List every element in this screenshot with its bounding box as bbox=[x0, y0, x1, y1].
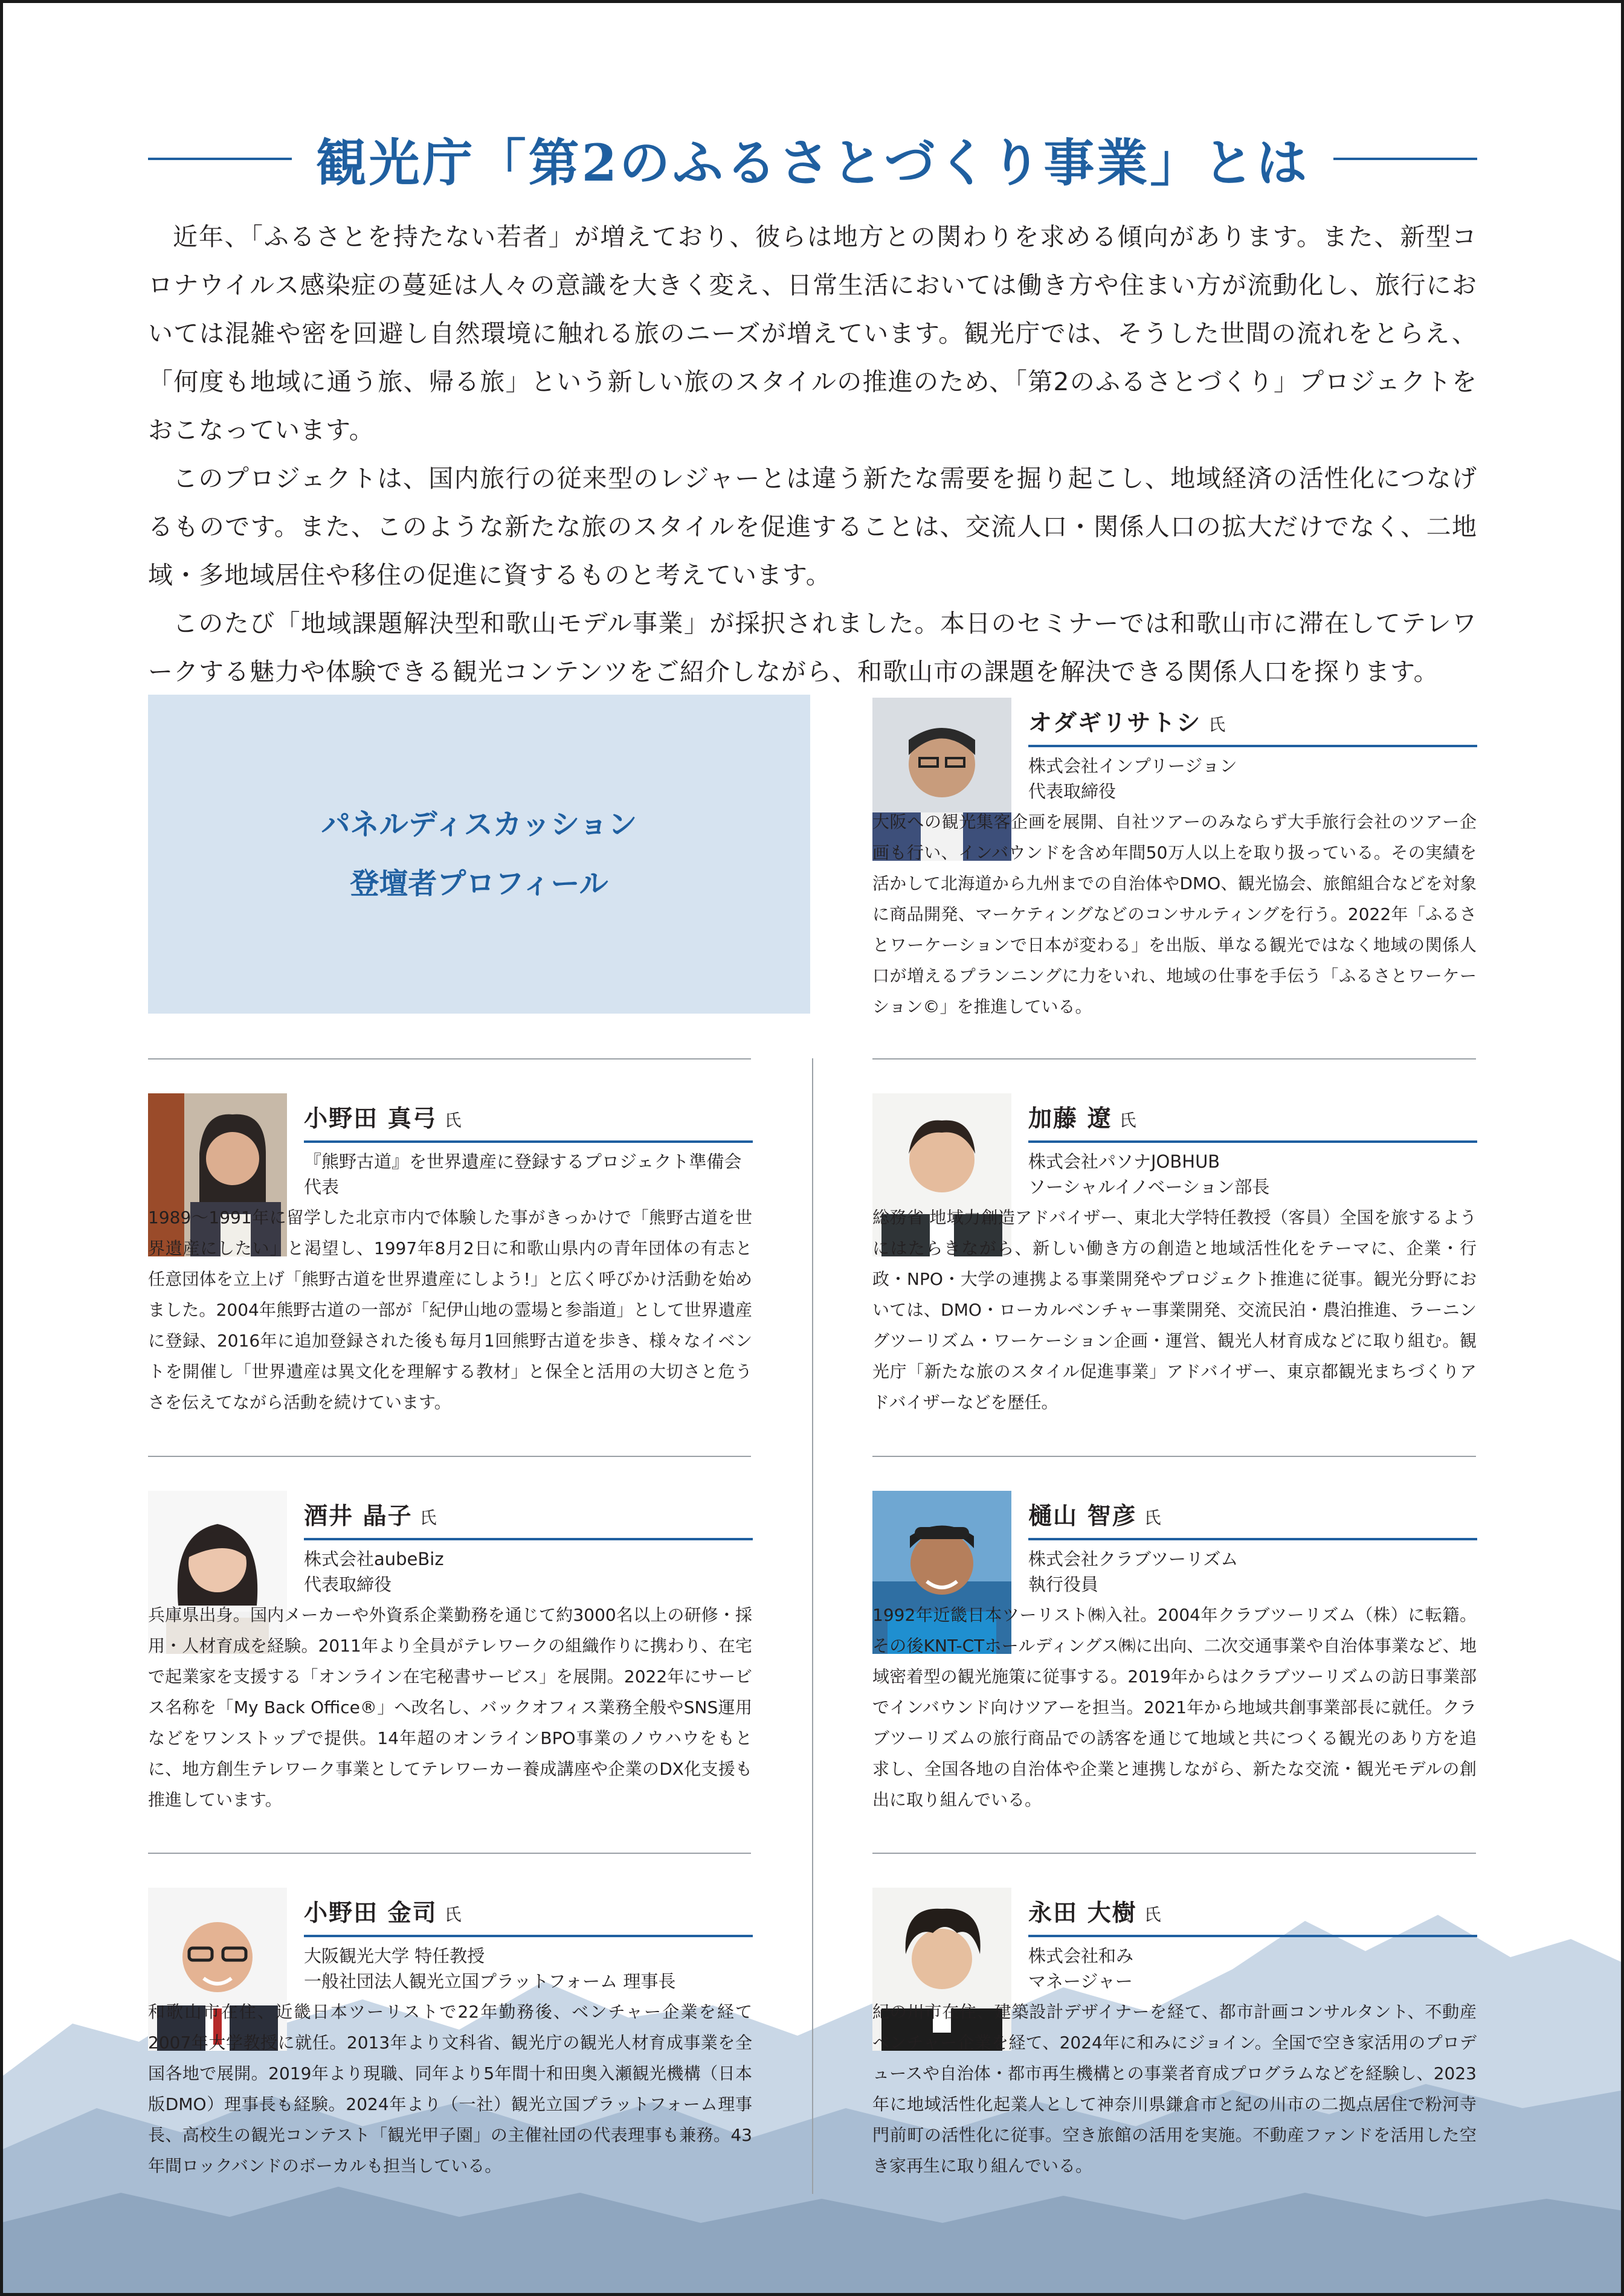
speaker-name: 小野田 真弓 bbox=[304, 1105, 437, 1133]
speaker-name: 小野田 金司 bbox=[304, 1900, 437, 1927]
affiliation-line: 株式会社和み bbox=[1028, 1946, 1134, 1966]
honorific: 氏 bbox=[419, 1508, 437, 1528]
affiliation-line: 株式会社クラブツーリズム bbox=[1028, 1549, 1239, 1569]
affiliation-line: 代表 bbox=[304, 1177, 340, 1197]
panel-heading-line2: 登壇者プロフィール bbox=[350, 867, 608, 901]
speaker-bio: 和歌山市在住、近畿日本ツーリストで22年勤務後、ベンチャー企業を経て2007年大学教授に就任。2013年より文科省、観光庁の観光人材育成事業を全国各地で展開。2019年より現職、同年より5年間十和田奥入瀬観光機構（日本版DMO）理事長も経験。2024年より（一社）観光立国プラットフォーム理事長、高校生の観光コンテスト「観光甲子園」の主催社団の代表理事も兼務。43年間ロックバンドのボーカルも担当している。 bbox=[148, 2002, 752, 2176]
honorific: 氏 bbox=[1144, 1508, 1161, 1528]
affiliation-line: 代表取締役 bbox=[304, 1574, 392, 1595]
speaker-bio: 兵庫県出身。国内メーカーや外資系企業勤務を通じて約3000名以上の研修・採用・人材育成を経験。2011年より全員がテレワークの組織作りに携わり、在宅で起業家を支援する「オンライン在宅秘書サービス」を展開。2022年にサービス名称を「My Back Office®」へ改名し、バックオフィス業務全般やSNS運用などをワンストップで提供。14年超のオンラインBPO事業のノウハウをもとに、地方創生テレワーク事業としてテレワーカー養成講座や企業のDX化支援も推進しています。 bbox=[148, 1605, 752, 1810]
speaker-bio: 1989〜1991年に留学した北京市内で体験した事がきっかけで「熊野古道を世界遺産にしたい」と渇望し、1997年8月2日に和歌山県内の青年団体の有志と任意団体を立上げ「熊野古道を世界遺産にしよう!」と広く呼びかけ活動を始めました。2004年熊野古道の一部が「紀伊山地の霊場と参詣道」として世界遺産に登録、2016年に追加登録された後も毎月1回熊野古道を歩き、様々なイベントを開催し「世界遺産は異文化を理解する教材」と保全と活用の大切さと危うさを伝えてながら活動を続けています。 bbox=[148, 1207, 752, 1412]
affiliation-line: ソーシャルイノベーション部長 bbox=[1028, 1177, 1270, 1197]
intro-paragraph: このプロジェクトは、国内旅行の従来型のレジャーとは違う新たな需要を掘り起こし、地域経済の活性化につなげるものです。また、このような新たな旅のスタイルを促進することは、交流人口・関係人口の拡大だけでなく、二地域・多地域居住や移住の促進に資するものと考えています。 bbox=[148, 464, 1477, 590]
affiliation-line: 代表取締役 bbox=[1028, 781, 1116, 802]
intro-paragraph: 近年、「ふるさとを持たない若者」が増えており、彼らは地方との関わりを求める傾向があります。また、新型コロナウイルス感染症の蔓延は人々の意識を大きく変え、日常生活においては働き方や住まい方が流動化し、旅行においては混雑や密を回避し自然環境に触れる旅のニーズが増えています。観光庁では、そうした世間の流れをとらえ、「何度も地域に通う旅、帰る旅」という新しい旅のスタイルの推進のため、「第2のふるさとづくり」プロジェクトをおこなっています。 bbox=[148, 222, 1477, 445]
affiliation-line: 一般社団法人観光立国プラットフォーム 理事長 bbox=[304, 1971, 676, 1992]
affiliation-line: 株式会社パソナJOBHUB bbox=[1028, 1151, 1220, 1172]
affiliation-line: 『熊野古道』を世界遺産に登録するプロジェクト準備会 bbox=[304, 1151, 742, 1172]
honorific: 氏 bbox=[1144, 1905, 1161, 1925]
honorific: 氏 bbox=[444, 1110, 462, 1130]
speaker-name: 樋山 智彦 bbox=[1028, 1503, 1137, 1530]
speaker-bio: 大阪への観光集客企画を展開、自社ツアーのみならず大手旅行会社のツアー企画も行い、インバウンドを含め年間50万人以上を取り扱っている。その実績を活かして北海道から九州までの自治体やDMO、観光協会、旅館組合などを対象に商品開発、マーケティングなどのコンサルティングを行う。2022年「ふるさとワーケーションで日本が変わる」を出版、単なる観光ではなく地域の関係人口が増えるプランニングに力をいれ、地域の仕事を手伝う「ふるさとワーケーション©」を推進している。 bbox=[872, 812, 1477, 1017]
speaker-name: オダギリサトシ bbox=[1028, 710, 1202, 737]
panel-heading-line1: パネルディスカッション bbox=[321, 808, 637, 841]
speaker-bio: 1992年近畿日本ツーリスト㈱入社。2004年クラブツーリズム（株）に転籍。その後KNT-CTホールディングス㈱に出向、二次交通事業や自治体事業など、地域密着型の観光施策に従事する。2019年からはクラブツーリズムの訪日事業部でインバウンド向けツアーを担当。2021年から地域共創事業部長に就任。クラブツーリズムの旅行商品での誘客を通じて地域と共につくる観光のあり方を追求し、全国各地の自治体や企業と連携しながら、新たな交流・観光モデルの創出に取り組んでいる。 bbox=[872, 1605, 1477, 1810]
honorific: 氏 bbox=[1119, 1110, 1136, 1130]
speaker-bio: 紀の川市在住、建築設計デザイナーを経て、都市計画コンサルタント、不動産ベンチャー企業を経て、2024年に和みにジョイン。全国で空き家活用のプロデュースや自治体・都市再生機構との事業者育成プログラムなどを経験し、2023年に地域活性化起業人として神奈川県鎌倉市と紀の川市の二拠点居住で粉河寺門前町の活性化に従事。空き旅館の活用を実施。不動産ファンドを活用した空き家再生に取り組んでいる。 bbox=[872, 2002, 1477, 2176]
speaker-name: 加藤 遼 bbox=[1028, 1105, 1112, 1133]
page-title: 観光庁「第2のふるさとづくり事業」とは bbox=[315, 132, 1310, 193]
affiliation-line: 執行役員 bbox=[1028, 1574, 1099, 1595]
speaker-name: 酒井 晶子 bbox=[304, 1503, 413, 1530]
speaker-name: 永田 大樹 bbox=[1028, 1900, 1137, 1927]
affiliation-line: 株式会社インプリージョン bbox=[1028, 756, 1237, 776]
speaker-bio: 総務省 地域力創造アドバイザー、東北大学特任教授（客員）全国を旅するようにはたらきながら、新しい働き方の創造と地域活性化をテーマに、企業・行政・NPO・大学の連携よる事業開発やプロジェクト推進に従事。観光分野においては、DMO・ローカルベンチャー事業開発、交流民泊・農泊推進、ラーニングツーリズム・ワーケーション企画・運営、観光人材育成などに取り組む。観光庁「新たな旅のスタイル促進事業」アドバイザー、東京都観光まちづくりアドバイザーなどを歴任。 bbox=[872, 1207, 1477, 1412]
honorific: 氏 bbox=[444, 1905, 462, 1925]
intro-paragraph: このたび「地域課題解決型和歌山モデル事業」が採択されました。本日のセミナーでは和歌山市に滞在してテレワークする魅力や体験できる観光コンテンツをご紹介しながら、和歌山市の課題を解決できる関係人口を探ります。 bbox=[148, 609, 1477, 686]
affiliation-line: 大阪観光大学 特任教授 bbox=[304, 1946, 485, 1966]
affiliation-line: マネージャー bbox=[1028, 1971, 1133, 1992]
honorific: 氏 bbox=[1208, 715, 1226, 735]
affiliation-line: 株式会社aubeBiz bbox=[304, 1549, 444, 1569]
